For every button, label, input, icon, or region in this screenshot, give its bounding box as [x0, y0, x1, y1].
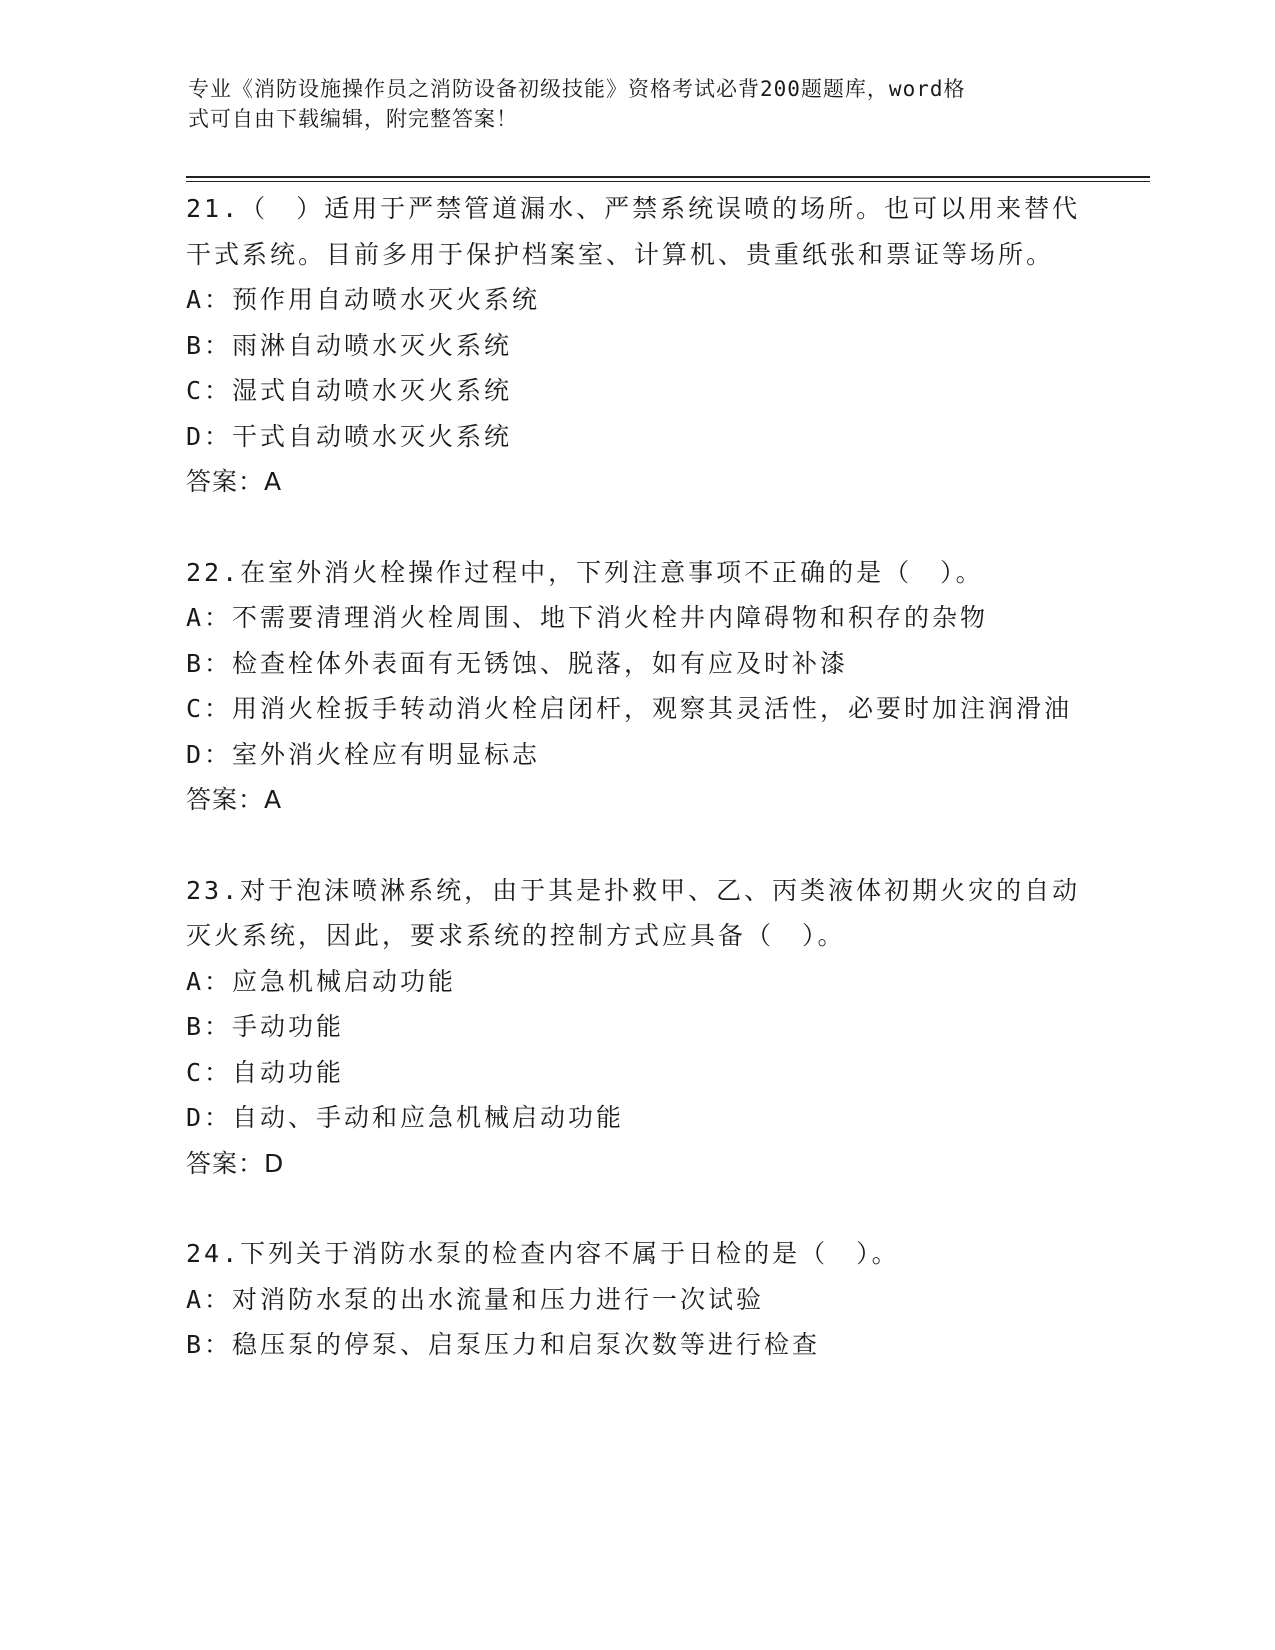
option-d: D：自动、手动和应急机械启动功能	[186, 1103, 625, 1132]
option-a: A：预作用自动喷水灭火系统	[186, 285, 541, 314]
header-line-1: 专业《消防设施操作员之消防设备初级技能》资格考试必背200题题库，word格	[188, 77, 966, 101]
question-stem: 22.在室外消火栓操作过程中，下列注意事项不正确的是（ ）。	[186, 557, 984, 587]
header-rule-thin	[186, 181, 1150, 182]
question-list	[186, 186, 1086, 1368]
question-23	[186, 868, 1086, 1187]
question-22	[186, 550, 1086, 823]
option-a: A：对消防水泵的出水流量和压力进行一次试验	[186, 1284, 765, 1314]
option-b: B：稳压泵的停泵、启泵压力和启泵次数等进行检查	[186, 1330, 821, 1359]
option-c: C：用消火栓扳手转动消火栓启闭杆，观察其灵活性，必要时加注润滑油	[186, 694, 1073, 723]
question-stem: 24.下列关于消防水泵的检查内容不属于日检的是（ ）。	[186, 1239, 900, 1268]
option-d: D：室外消火栓应有明显标志	[186, 739, 541, 769]
document-header	[188, 74, 1068, 134]
option-c: C：湿式自动喷水灭火系统	[186, 376, 513, 405]
option-d: D：干式自动喷水灭火系统	[186, 421, 513, 451]
option-b: B：雨淋自动喷水灭火系统	[186, 330, 513, 360]
header-rule-thick	[186, 176, 1150, 178]
question-stem: 21.（ ）适用于严禁管道漏水、严禁系统误喷的场所。也可以用来替代干式系统。目前多用于保护档案室、计算机、贵重纸张和票证等场所。	[186, 194, 1081, 269]
answer-label: 答案：D	[186, 1148, 285, 1178]
option-c: C：自动功能	[186, 1057, 345, 1087]
answer-label: 答案：A	[186, 467, 283, 496]
question-stem: 23.对于泡沫喷淋系统，由于其是扑救甲、乙、丙类液体初期火灾的自动灭火系统，因此，要求系统的控制方式应具备（ ）。	[186, 875, 1081, 950]
answer-label: 答案：A	[186, 785, 283, 814]
question-21	[186, 186, 1086, 505]
option-b: B：手动功能	[186, 1012, 345, 1041]
option-b: B：检查栓体外表面有无锈蚀、脱落，如有应及时补漆	[186, 648, 849, 678]
option-a: A：不需要清理消火栓周围、地下消火栓井内障碍物和积存的杂物	[186, 603, 989, 632]
question-24	[186, 1231, 1086, 1368]
option-a: A：应急机械启动功能	[186, 966, 457, 996]
header-line-2: 式可自由下载编辑，附完整答案！	[188, 107, 518, 131]
